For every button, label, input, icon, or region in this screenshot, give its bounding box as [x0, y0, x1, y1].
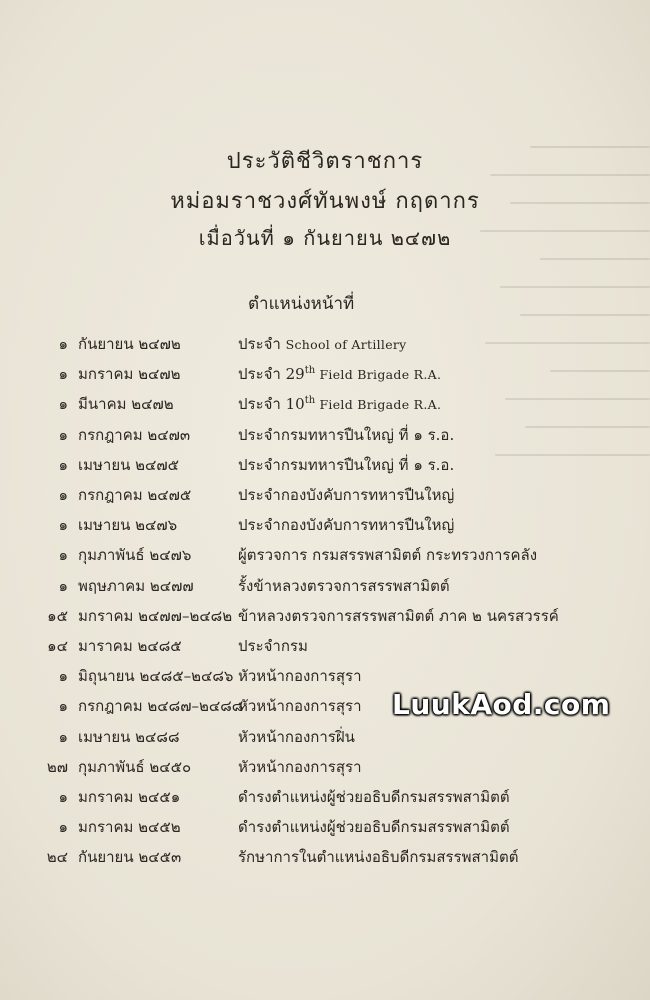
- title-line-2: หม่อมราชวงศ์ทันพงษ์ กฤดากร: [170, 189, 480, 214]
- entry-position-english: Field Brigade R.A.: [315, 367, 442, 383]
- entry-position-text: ประจำกองบังคับการทหารปืนใหญ่: [238, 486, 455, 504]
- entry-position-text: ข้าหลวงตรวจการสรรพสามิตต์ ภาค ๒ นครสวรรค์: [238, 606, 559, 625]
- entry-position-text: รักษาการในตำแหน่งอธิบดีกรมสรรพสามิตต์: [238, 848, 519, 867]
- title-line-1: ประวัติชีวิตราชการ: [226, 149, 424, 174]
- entry-date: กรกฎาคม ๒๔๗๕: [78, 486, 192, 504]
- entry-position: [238, 423, 454, 447]
- entry-date: พฤษภาคม ๒๔๗๗: [78, 576, 194, 595]
- entry-day: ๑: [58, 395, 68, 414]
- entry-day: ๑: [58, 667, 68, 686]
- list-item: [0, 845, 650, 875]
- entry-day: ๑: [58, 425, 68, 444]
- entry-date: กุมภาพันธ์ ๒๔๕๐: [78, 757, 192, 776]
- entry-date: มกราคม ๒๔๕๒: [78, 818, 181, 837]
- entry-position: [238, 362, 441, 386]
- entry-day: ๑: [58, 788, 68, 806]
- entry-position: [238, 725, 355, 749]
- ordinal-suffix: th: [304, 365, 316, 377]
- entry-day: ๑: [58, 486, 68, 504]
- section-title: ตำแหน่งหน้าที่: [248, 294, 355, 314]
- list-item: [0, 725, 650, 755]
- entry-position-text: หัวหน้ากองการฝิ่น: [238, 727, 355, 746]
- entry-date: มกราคม ๒๔๗๒: [78, 365, 181, 384]
- entry-position-text: ดำรงตำแหน่งผู้ช่วยอธิบดีกรมสรรพสามิตต์: [238, 818, 510, 837]
- ordinal-suffix: th: [304, 395, 316, 407]
- entry-day: ๒๗: [46, 757, 68, 776]
- entry-day: ๑: [58, 516, 68, 535]
- entry-position: [238, 785, 510, 809]
- list-item: [0, 423, 650, 453]
- entry-day: ๑: [58, 365, 68, 384]
- entry-position-text: หัวหน้ากองการสุรา: [238, 697, 362, 716]
- entry-day: ๑: [58, 546, 68, 565]
- entry-position-text: ผู้ตรวจการ กรมสรรพสามิตต์ กระทรวงการคลัง: [238, 546, 538, 565]
- entry-position: [238, 574, 450, 598]
- entry-date: กันยายน ๒๔๗๒: [78, 335, 181, 353]
- list-item: [0, 392, 650, 422]
- entry-position-english: Field Brigade R.A.: [315, 397, 442, 413]
- entry-position: [238, 755, 362, 779]
- list-item: [0, 604, 650, 634]
- entry-date: กรกฎาคม ๒๔๗๓: [78, 425, 191, 444]
- list-item: [0, 543, 650, 573]
- entry-date: มิถุนายน ๒๔๘๕–๒๔๘๖: [78, 667, 234, 686]
- entry-position: [238, 392, 441, 416]
- entry-day: ๑: [58, 335, 68, 353]
- entry-date: เมษายน ๒๔๘๘: [78, 727, 180, 746]
- list-item: [0, 362, 650, 392]
- list-item: [0, 574, 650, 604]
- list-item: [0, 453, 650, 483]
- entry-date: มีนาคม ๒๔๗๒: [78, 395, 174, 414]
- list-item: [0, 634, 650, 664]
- entry-position-text: ประจำ: [238, 335, 286, 353]
- entry-position: [238, 453, 454, 477]
- entry-date: มกราคม ๒๔๗๗–๒๔๘๒: [78, 606, 233, 625]
- entry-position-text: รั้งข้าหลวงตรวจการสรรพสามิตต์: [238, 576, 450, 595]
- entry-day: ๑: [58, 697, 68, 716]
- entry-position: [238, 604, 559, 628]
- entry-position-text: ประจำ 29: [238, 365, 305, 384]
- entry-date: เมษายน ๒๔๗๖: [78, 516, 178, 535]
- entry-position-text: ประจำกรมทหารปืนใหญ่ ที่ ๑ ร.อ.: [238, 455, 455, 474]
- list-item: [0, 513, 650, 543]
- entry-date: กันยายน ๒๔๕๓: [78, 848, 182, 867]
- list-item: [0, 483, 650, 513]
- entry-position: [238, 694, 362, 718]
- entry-day: ๑: [58, 576, 68, 595]
- entry-date: มกราคม ๒๔๕๑: [78, 788, 181, 806]
- entry-day: ๑: [58, 818, 68, 837]
- entry-position-text: หัวหน้ากองการสุรา: [238, 757, 362, 776]
- entry-day: ๑: [58, 727, 68, 746]
- entry-position: [238, 513, 454, 537]
- entry-position: [238, 634, 308, 658]
- entry-day: ๑: [58, 455, 68, 474]
- list-item: [0, 815, 650, 845]
- entry-position: [238, 664, 362, 688]
- entry-position-text: หัวหน้ากองการสุรา: [238, 667, 362, 686]
- entry-date: กรกฎาคม ๒๔๘๗–๒๔๘๘: [78, 697, 244, 716]
- entry-date: กุมภาพันธ์ ๒๔๗๖: [78, 546, 192, 565]
- entry-position: [238, 845, 518, 869]
- entry-position-text: ประจำ 10: [238, 395, 305, 414]
- list-item: [0, 785, 650, 815]
- entry-position: [238, 332, 407, 356]
- list-item: [0, 332, 650, 362]
- entry-position-text: ประจำกองบังคับการทหารปืนใหญ่: [238, 516, 455, 535]
- entry-day: ๑๔: [47, 637, 68, 655]
- list-item: [0, 755, 650, 785]
- entry-position: [238, 815, 510, 839]
- entry-position-text: ดำรงตำแหน่งผู้ช่วยอธิบดีกรมสรรพสามิตต์: [238, 788, 510, 806]
- watermark: LuukAod.com: [392, 688, 611, 721]
- entry-position: [238, 483, 454, 507]
- entry-position-text: ประจำกรมทหารปืนใหญ่ ที่ ๑ ร.อ.: [238, 425, 455, 444]
- entry-position-text: ประจำกรม: [238, 637, 308, 655]
- entry-day: ๒๔: [46, 848, 68, 867]
- entry-position: [238, 543, 537, 567]
- entry-day: ๑๕: [47, 606, 68, 625]
- entry-date: เมษายน ๒๔๗๕: [78, 455, 180, 474]
- title-date-line: เมื่อวันที่ ๑ กันยายน ๒๔๗๒: [198, 226, 452, 250]
- entry-position-english: School of Artillery: [285, 337, 407, 352]
- entry-date: มาราคม ๒๔๘๕: [78, 637, 182, 655]
